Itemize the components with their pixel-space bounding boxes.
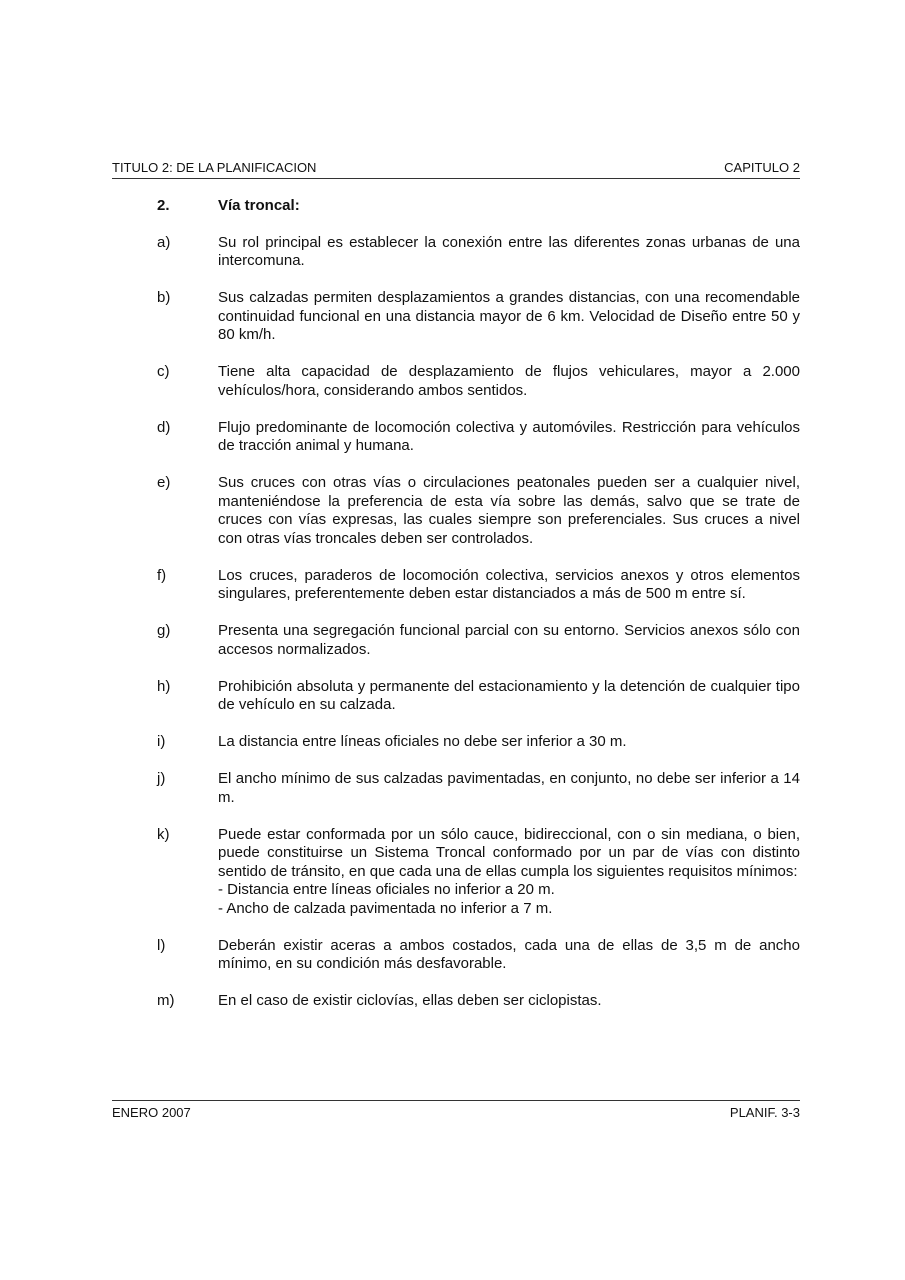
section-number: 2. bbox=[157, 197, 170, 214]
document-body bbox=[112, 197, 800, 1029]
item-text: Prohibición absoluta y permanente del estacionamiento y la detención de cualquier tipo de vehículo en su calzada. bbox=[218, 677, 800, 713]
page-header bbox=[112, 160, 800, 179]
header-title: TITULO 2: DE LA PLANIFICACION bbox=[112, 160, 317, 175]
item-label: c) bbox=[157, 363, 170, 380]
item-text: Sus cruces con otras vías o circulaciones peatonales pueden ser a cualquier nivel, manteniéndose la preferencia de esta vía sobre las demás, salvo que se trate de cruces con vías expresas, las cuales siempre son preferenciales. Sus cruces a nivel con otras vías troncales deben ser controlados. bbox=[218, 474, 800, 547]
list-item bbox=[112, 622, 800, 659]
item-text: Flujo predominante de locomoción colectiva y automóviles. Restricción para vehículos de tracción animal y humana. bbox=[218, 418, 800, 454]
list-item bbox=[112, 992, 800, 1011]
item-label: g) bbox=[157, 622, 171, 639]
item-label: i) bbox=[157, 733, 166, 750]
item-subline: - Ancho de calzada pavimentada no inferior a 7 m. bbox=[218, 899, 553, 917]
item-label: f) bbox=[157, 566, 167, 584]
item-label: h) bbox=[157, 677, 171, 695]
list-item bbox=[112, 678, 800, 715]
page-footer bbox=[112, 1100, 800, 1121]
item-subline: - Distancia entre líneas oficiales no inferior a 20 m. bbox=[218, 881, 555, 898]
item-text: Los cruces, paraderos de locomoción colectiva, servicios anexos y otros elementos singulares, preferentemente deben estar distanciados a más de 500 m entre sí. bbox=[218, 566, 800, 602]
item-text: Tiene alta capacidad de desplazamiento de flujos vehiculares, mayor a 2.000 vehículos/hora, considerando ambos sentidos. bbox=[218, 363, 800, 399]
item-text: Deberán existir aceras a ambos costados, cada una de ellas de 3,5 m de ancho mínimo, en su condición más desfavorable. bbox=[218, 936, 800, 972]
item-label: b) bbox=[157, 289, 171, 306]
item-text: Sus calzadas permiten desplazamientos a grandes distancias, con una recomendable continuidad funcional en una distancia mayor de 6 km. Velocidad de Diseño entre 50 y 80 km/h. bbox=[218, 289, 800, 343]
item-text: Puede estar conformada por un sólo cauce, bidireccional, con o sin mediana, o bien, puede constituirse un Sistema Troncal conformado por un par de vías con distinto sentido de tránsito, en que cada una de ellas cumpla los siguientes requisitos mínimos: bbox=[218, 825, 800, 880]
list-item bbox=[112, 733, 800, 752]
item-label: j) bbox=[157, 770, 166, 787]
header-chapter: CAPITULO 2 bbox=[724, 160, 800, 175]
list-item bbox=[112, 234, 800, 271]
section-heading bbox=[112, 197, 800, 216]
item-text: Su rol principal es establecer la conexión entre las diferentes zonas urbanas de una intercomuna. bbox=[218, 233, 800, 269]
list-item bbox=[112, 567, 800, 604]
item-label: k) bbox=[157, 825, 170, 843]
list-item bbox=[112, 419, 800, 456]
list-item bbox=[112, 937, 800, 974]
item-text: La distancia entre líneas oficiales no debe ser inferior a 30 m. bbox=[218, 733, 627, 750]
item-label: m) bbox=[157, 992, 175, 1009]
list-item bbox=[112, 363, 800, 400]
list-item bbox=[112, 289, 800, 345]
item-text: El ancho mínimo de sus calzadas pavimentadas, en conjunto, no debe ser inferior a 14 m. bbox=[218, 770, 800, 806]
footer-page-number: PLANIF. 3-3 bbox=[729, 1105, 800, 1120]
item-text-block bbox=[218, 826, 800, 919]
item-text: Presenta una segregación funcional parcial con su entorno. Servicios anexos sólo con accesos normalizados. bbox=[218, 622, 800, 658]
item-label: d) bbox=[157, 418, 171, 436]
section-title: Vía troncal: bbox=[218, 197, 300, 214]
item-text: En el caso de existir ciclovías, ellas deben ser ciclopistas. bbox=[218, 992, 602, 1009]
list-item bbox=[112, 770, 800, 807]
item-label: l) bbox=[157, 936, 166, 954]
item-label: a) bbox=[157, 233, 171, 251]
footer-date: ENERO 2007 bbox=[112, 1105, 191, 1120]
list-item bbox=[112, 826, 800, 919]
item-label: e) bbox=[157, 474, 171, 491]
list-item bbox=[112, 474, 800, 548]
